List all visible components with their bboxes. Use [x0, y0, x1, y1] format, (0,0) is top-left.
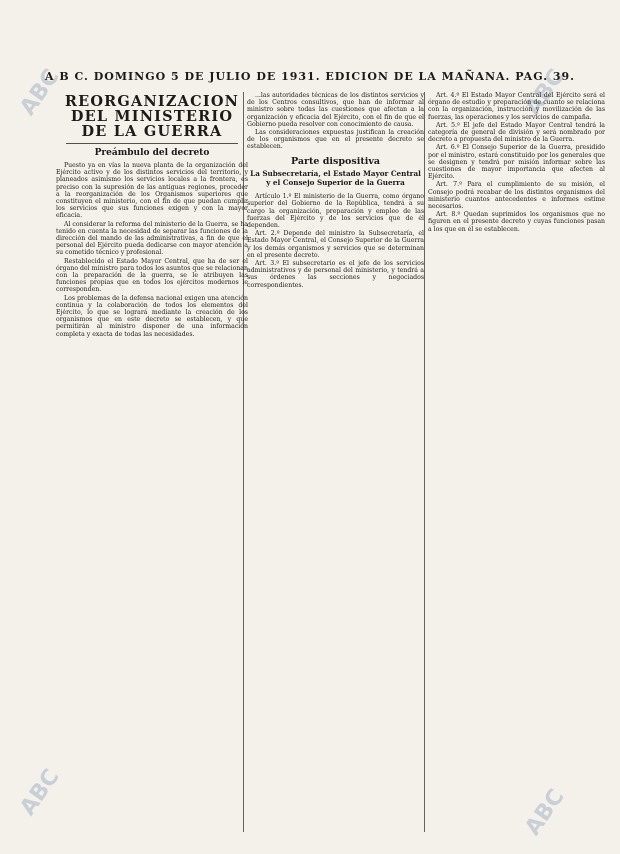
column-rule — [424, 92, 425, 832]
paragraph: ...las autoridades técnicas de los distintos servicios y de los Centros consultivos, que han de informar al ministro sobre todas las cuestiones que afectan a la organización y eficacia del Ejército, con el fin de que el Gobierno pueda resolver con conocimiento de causa. — [247, 92, 424, 128]
column-3 — [428, 92, 605, 234]
parte-dispositiva-heading: Parte dispositiva — [291, 155, 380, 167]
title-divider — [66, 143, 238, 144]
paragraph: Art. 7.º Para el cumplimiento de su misión, el Consejo podrá recabar de los distintos organismos del ministerio cuantos antecedentes e informes estime necesarios. — [428, 181, 605, 211]
abc-watermark: ABC — [520, 784, 570, 841]
section-subheading: La Subsecretaría, el Estado Mayor Central y el Consejo Superior de la Guerra — [250, 169, 421, 187]
paragraph: Puesto ya en vías la nueva planta de la organización del Ejército activo y de los distintos servicios del territorio, y planeados asimismo los servicios locales a la frontera, es preciso con la supresión de las antiguas regiones, proceder a la reorganización de los Organismos superiores que constituyen el ministerio, con el fin de que puedan cumplir los servicios que sus funciones exigen y con la mayor eficacia. — [56, 162, 248, 220]
paragraph: Art. 2.º Depende del ministro la Subsecretaría, el Estado Mayor Central, el Consejo Superior de la Guerra y los demás organismos y servicios que se determinan en el presente decreto. — [247, 230, 424, 259]
preamble-heading: Preámbulo del decreto — [94, 148, 210, 158]
column-1-body — [56, 162, 248, 338]
paragraph: Restablecido el Estado Mayor Central, que ha de ser el órgano del ministro para todos los asuntos que se relacionan con la preparación de la guerra, se le atribuyen las funciones propias que en todos los ejércitos modernos le corresponden. — [56, 257, 248, 294]
article-title: REORGANIZACION DEL MINISTERIO DE LA GUERRA — [64, 93, 240, 140]
paragraph: Art. 4.º El Estado Mayor Central del Ejército será el órgano de estudio y preparación de cuanto se relaciona con la organización, instrucción y movilización de las fuerzas, las operaciones y los servicios de campaña. — [428, 92, 605, 121]
abc-watermark: ABC — [520, 64, 570, 121]
paragraph: Art. 8.º Quedan suprimidos los organismos que no figuren en el presente decreto y cuyas funciones pasan a los que en él se establecen. — [428, 211, 605, 233]
paragraph: Los problemas de la defensa nacional exigen una atención continua y la colaboración de todos los elementos del Ejército, lo que se logrará mediante la creación de los organismos que en este decreto se establecen, y que permitirán al ministro disponer de una información completa y exacta de todas las necesidades. — [56, 294, 248, 338]
paragraph: Artículo 1.º El ministerio de la Guerra, como órgano superior del Gobierno de la República, tendrá a su cargo la organización, preparación y empleo de las fuerzas del Ejército y de los servicios que de él dependen. — [247, 193, 424, 229]
paragraph: Art. 6.º El Consejo Superior de la Guerra, presidido por el ministro, estará constituido por los generales que se designen y tendrá por misión informar sobre las cuestiones de mayor importancia que afecten al Ejército. — [428, 144, 605, 181]
column-1 — [56, 92, 248, 339]
paragraph: Al considerar la reforma del ministerio de la Guerra, se ha tenido en cuenta la necesidad de separar las funciones de la dirección del mando de las administrativas, a fin de que el personal del Ejército pueda dedicarse con mayor atención a su cometido técnico y profesional. — [56, 220, 248, 257]
paragraph: Art. 3.º El subsecretario es el jefe de los servicios administrativos y de personal del ministerio, y tendrá a sus órdenes las secciones y negociados correspondientes. — [247, 259, 424, 289]
abc-watermark: ABC — [15, 64, 65, 121]
column-2-body — [247, 92, 424, 151]
column-2 — [247, 92, 424, 290]
column-3-body — [428, 92, 605, 233]
column-2-articles — [247, 193, 424, 289]
paragraph: Las consideraciones expuestas justifican la creación de los organismos que en el presente decreto se establecen. — [247, 129, 424, 151]
paragraph: Art. 5.º El jefe del Estado Mayor Central tendrá la categoría de general de división y será nombrado por decreto a propuesta del ministro de la Guerra. — [428, 121, 605, 144]
page-header: A B C. DOMINGO 5 DE JULIO DE 1931. EDICION DE LA MAÑANA. PAG. 39. — [44, 70, 575, 83]
abc-watermark: ABC — [15, 764, 65, 821]
